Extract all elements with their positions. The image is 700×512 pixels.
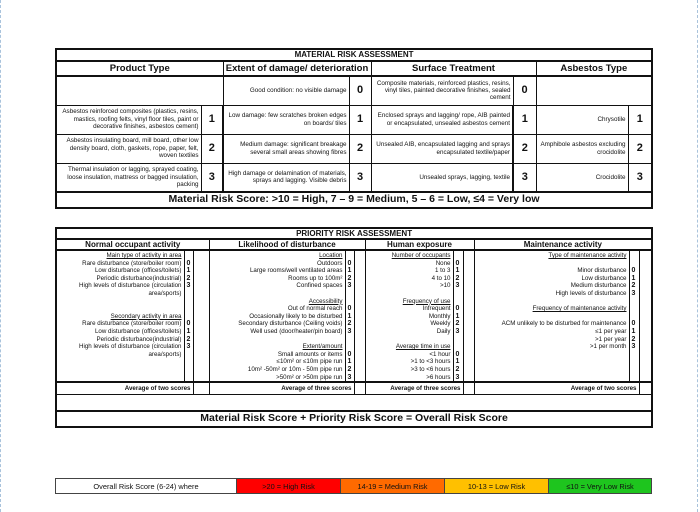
exposure-average-label: Average of three scores bbox=[365, 382, 463, 395]
exposure-option-score: 1 bbox=[455, 358, 460, 366]
likelihood-option-score bbox=[348, 336, 352, 344]
likelihood-option-score: 3 bbox=[347, 282, 352, 290]
exposure-option-score bbox=[456, 252, 461, 260]
surface-cell: Unsealed sprays, lagging, textile bbox=[371, 163, 513, 192]
priority-total-row[interactable] bbox=[56, 395, 652, 412]
maintenance-option-score bbox=[632, 298, 637, 306]
legend-medium-risk: 14-19 = Medium Risk bbox=[341, 479, 445, 494]
legend-label: Overall Risk Score (6-24) where bbox=[56, 479, 237, 494]
occupant-option: Rare disturbance (store/boiler room) bbox=[82, 259, 182, 267]
exposure-option: 4 to 10 bbox=[431, 274, 451, 282]
maintenance-option-score: 1 bbox=[631, 274, 636, 282]
exposure-option-score: 2 bbox=[455, 274, 460, 282]
likelihood-option bbox=[212, 336, 343, 344]
asbestos-cell: Chrysotile bbox=[536, 105, 628, 134]
asbestos-cell: Amphibole asbestos excluding crocidolite bbox=[536, 134, 628, 163]
likelihood-option: ≤10m² or ≤10m pipe run bbox=[276, 358, 343, 366]
asbestos-score: 1 bbox=[628, 105, 652, 134]
exposure-option-score: 0 bbox=[455, 305, 460, 313]
occupant-option-score: 1 bbox=[186, 267, 191, 275]
exposure-option: >10 bbox=[440, 282, 451, 290]
maintenance-option bbox=[477, 298, 627, 306]
occupant-option-score bbox=[187, 290, 191, 298]
likelihood-option-score: 2 bbox=[347, 274, 352, 282]
likelihood-option-score: 1 bbox=[347, 312, 352, 320]
maintenance-option: ≤1 per year bbox=[595, 327, 627, 335]
likelihood-option-score: 3 bbox=[347, 373, 352, 381]
likelihood-option bbox=[212, 290, 343, 298]
occupant-option: High levels of disturbance (circulation bbox=[79, 343, 182, 351]
damage-cell: Good condition: no visible damage bbox=[223, 76, 349, 105]
header-maintenance-activity: Maintenance activity bbox=[474, 239, 652, 250]
likelihood-option-score bbox=[348, 343, 352, 351]
likelihood-option: Out of normal reach bbox=[287, 305, 343, 313]
maintenance-option-score: 0 bbox=[631, 267, 636, 275]
occupant-option-score: 0 bbox=[186, 320, 191, 328]
product-cell: Asbestos insulating board, mill board, other low density board, cloth, gaskets, rope, paper, felt, woven textiles bbox=[56, 134, 201, 163]
maintenance-option: High levels of disturbance bbox=[555, 289, 627, 297]
surface-score: 0 bbox=[513, 76, 536, 105]
legend-very-low-risk: ≤10 = Very Low Risk bbox=[549, 479, 652, 494]
overall-risk-formula: Material Risk Score + Priority Risk Score = Overall Risk Score bbox=[56, 411, 652, 427]
material-row bbox=[56, 76, 652, 105]
occupant-list bbox=[56, 250, 184, 382]
maintenance-total-cell bbox=[639, 250, 652, 382]
maintenance-option-score bbox=[632, 252, 637, 260]
occupant-average-value[interactable] bbox=[193, 382, 209, 395]
exposure-option: Infrequent bbox=[422, 305, 451, 313]
surface-cell: Enclosed sprays and lagging/ rope, AIB painted or encapsulated, unsealed asbestos cement bbox=[371, 105, 513, 134]
surface-score: 1 bbox=[513, 105, 536, 134]
likelihood-average-value[interactable] bbox=[354, 382, 365, 395]
maintenance-average-value[interactable] bbox=[639, 382, 652, 395]
exposure-option: >3 to <6 hours bbox=[410, 365, 451, 373]
likelihood-option: >50m² or >50m pipe run bbox=[276, 373, 343, 381]
priority-title: PRIORITY RISK ASSESSMENT bbox=[56, 228, 652, 239]
occupant-total-cell bbox=[193, 250, 209, 382]
exposure-option-score: 2 bbox=[455, 320, 460, 328]
likelihood-scores bbox=[345, 250, 354, 382]
exposure-option-score: 0 bbox=[455, 350, 460, 358]
occupant-scores bbox=[184, 250, 193, 382]
material-risk-table bbox=[55, 48, 653, 209]
likelihood-option-score: 1 bbox=[347, 358, 352, 366]
surface-score: 2 bbox=[513, 134, 536, 163]
likelihood-option: Outdoors bbox=[317, 259, 343, 267]
header-occupant-activity: Normal occupant activity bbox=[56, 239, 209, 250]
occupant-average-label: Average of two scores bbox=[56, 382, 193, 395]
exposure-subheading: Average time in use bbox=[395, 343, 451, 351]
likelihood-list bbox=[209, 250, 345, 382]
maintenance-option-score bbox=[632, 260, 637, 268]
likelihood-subheading: Extent/amount bbox=[302, 343, 343, 351]
exposure-option: Daily bbox=[436, 327, 451, 335]
priority-risk-table bbox=[55, 227, 653, 428]
exposure-option-score bbox=[456, 298, 461, 306]
maintenance-option-score bbox=[632, 305, 637, 313]
damage-cell: High damage or delamination of materials, sprays and lagging. Visible debris bbox=[223, 163, 349, 192]
likelihood-option-score: 0 bbox=[347, 259, 352, 267]
exposure-subheading: Number of occupants bbox=[391, 252, 451, 259]
exposure-option-score bbox=[456, 336, 461, 344]
header-human-exposure: Human exposure bbox=[365, 239, 474, 250]
exposure-option-score bbox=[456, 290, 461, 298]
likelihood-total-cell bbox=[354, 250, 365, 382]
exposure-option: Weekly bbox=[430, 320, 451, 328]
legend-low-risk: 10-13 = Low Risk bbox=[445, 479, 549, 494]
exposure-option-score bbox=[456, 343, 461, 351]
damage-score: 0 bbox=[349, 76, 371, 105]
maintenance-subheading: Frequency of maintenance activity bbox=[532, 305, 627, 313]
damage-cell: Medium damage: significant breakage several small areas showing fibres bbox=[223, 134, 349, 163]
asbestos-cell bbox=[536, 76, 652, 105]
likelihood-subheading: Accessibility bbox=[308, 297, 343, 305]
maintenance-option-score: 0 bbox=[631, 320, 636, 328]
maintenance-option: >1 per year bbox=[595, 335, 627, 343]
occupant-option: area/sports) bbox=[148, 289, 182, 297]
product-score: 3 bbox=[201, 163, 223, 192]
maintenance-option-score bbox=[632, 313, 637, 321]
overall-risk-legend bbox=[55, 478, 652, 494]
occupant-option: Low disturbance (offices/toilets) bbox=[94, 327, 182, 335]
maintenance-option-score: 1 bbox=[631, 327, 636, 335]
maintenance-option: >1 per month bbox=[589, 343, 627, 351]
likelihood-option-score: 2 bbox=[347, 365, 352, 373]
occupant-option-score: 3 bbox=[186, 282, 191, 290]
likelihood-option-score: 3 bbox=[347, 327, 352, 335]
header-extent-damage: Extent of damage/ deterioration bbox=[223, 61, 371, 76]
maintenance-list bbox=[474, 250, 629, 382]
maintenance-option-score: 3 bbox=[631, 289, 636, 297]
exposure-option-score: 0 bbox=[455, 259, 460, 267]
likelihood-option-score: 0 bbox=[347, 305, 352, 313]
maintenance-option: Medium disturbance bbox=[570, 282, 627, 290]
occupant-option-score bbox=[187, 351, 191, 359]
product-cell: Thermal insulation or lagging, sprayed coating, loose insulation, mattress or bagged insulation, packing bbox=[56, 163, 201, 192]
header-asbestos-type: Asbestos Type bbox=[536, 61, 652, 76]
damage-cell: Low damage: few scratches broken edges on boards/ tiles bbox=[223, 105, 349, 134]
likelihood-option: Secondary disturbance (Ceiling voids) bbox=[238, 320, 343, 328]
likelihood-option-score: 2 bbox=[347, 320, 352, 328]
likelihood-option-score bbox=[348, 252, 352, 260]
exposure-option: 1 to 3 bbox=[435, 267, 451, 275]
exposure-option: <1 hour bbox=[429, 350, 451, 358]
exposure-option: >1 to <3 hours bbox=[410, 358, 451, 366]
exposure-option-score: 1 bbox=[455, 312, 460, 320]
maintenance-option bbox=[477, 260, 627, 268]
surface-cell: Composite materials, reinforced plastics, resins, vinyl tiles, painted decorative finishes, sealed cement bbox=[371, 76, 513, 105]
exposure-total-cell bbox=[463, 250, 474, 382]
asbestos-score: 2 bbox=[628, 134, 652, 163]
occupant-option-score: 3 bbox=[186, 343, 191, 351]
material-title: MATERIAL RISK ASSESSMENT bbox=[56, 49, 652, 61]
occupant-option bbox=[59, 305, 182, 313]
maintenance-option: Minor disturbance bbox=[577, 267, 627, 275]
likelihood-option: 10m² -50m² or 10m - 50m pipe run bbox=[247, 365, 343, 373]
likelihood-option: Rooms up to 100m² bbox=[288, 274, 343, 282]
likelihood-average-label: Average of three scores bbox=[209, 382, 354, 395]
occupant-option-score bbox=[187, 298, 191, 306]
page-margin-left bbox=[0, 0, 1, 512]
likelihood-subheading: Location bbox=[319, 252, 343, 259]
exposure-option: None bbox=[435, 259, 451, 267]
occupant-option-score: 2 bbox=[186, 335, 191, 343]
occupant-option bbox=[59, 298, 182, 306]
damage-score: 2 bbox=[349, 134, 371, 163]
occupant-option-score bbox=[187, 305, 191, 313]
material-row bbox=[56, 134, 652, 163]
occupant-option-score: 0 bbox=[186, 259, 191, 267]
maintenance-option: Low disturbance bbox=[581, 274, 627, 282]
exposure-option-score: 2 bbox=[455, 365, 460, 373]
header-likelihood-disturbance: Likelihood of disturbance bbox=[209, 239, 365, 250]
maintenance-option-score: 2 bbox=[631, 282, 636, 290]
exposure-subheading: Frequency of use bbox=[402, 297, 451, 305]
exposure-scores bbox=[453, 250, 463, 382]
header-surface-treatment: Surface Treatment bbox=[371, 61, 536, 76]
product-cell bbox=[56, 76, 223, 105]
likelihood-option-score bbox=[348, 298, 352, 306]
occupant-option: Rare disturbance (store/boiler room) bbox=[82, 320, 182, 328]
legend-high-risk: >20 = High Risk bbox=[237, 479, 341, 494]
likelihood-option-score: 0 bbox=[347, 350, 352, 358]
occupant-option: Low disturbance (offices/toilets) bbox=[94, 267, 182, 275]
likelihood-option: Large rooms/well ventilated areas bbox=[249, 267, 343, 275]
damage-score: 3 bbox=[349, 163, 371, 192]
likelihood-option-score: 1 bbox=[347, 267, 352, 275]
likelihood-option-score bbox=[348, 290, 352, 298]
exposure-option: >6 hours bbox=[426, 373, 451, 381]
asbestos-score: 3 bbox=[628, 163, 652, 192]
exposure-option-score: 1 bbox=[455, 267, 460, 275]
maintenance-average-label: Average of two scores bbox=[474, 382, 639, 395]
maintenance-option-score: 3 bbox=[631, 343, 636, 351]
occupant-subheading: Secondary activity in area bbox=[110, 312, 182, 320]
surface-score: 3 bbox=[513, 163, 536, 192]
product-cell: Asbestos reinforced composites (plastics, resins, mastics, roofing felts, vinyl floor tiles, paint or decorative finishes, asbestos cement) bbox=[56, 105, 201, 134]
material-risk-score-legend: Material Risk Score: >10 = High, 7 – 9 = Medium, 5 – 6 = Low, ≤4 = Very low bbox=[56, 192, 652, 208]
exposure-option-score: 3 bbox=[455, 327, 460, 335]
product-score: 1 bbox=[201, 105, 223, 134]
maintenance-option-score: 2 bbox=[631, 335, 636, 343]
maintenance-subheading: Type of maintenance activity bbox=[548, 252, 627, 259]
material-row bbox=[56, 163, 652, 192]
exposure-option bbox=[368, 290, 451, 298]
header-product-type: Product Type bbox=[56, 61, 223, 76]
exposure-option-score: 3 bbox=[455, 282, 460, 290]
maintenance-scores bbox=[629, 250, 639, 382]
exposure-average-value[interactable] bbox=[463, 382, 474, 395]
exposure-option bbox=[368, 336, 451, 344]
page-margin-right bbox=[697, 0, 698, 512]
damage-score: 1 bbox=[349, 105, 371, 134]
product-score: 2 bbox=[201, 134, 223, 163]
occupant-option: High levels of disturbance (circulation bbox=[79, 282, 182, 290]
occupant-option-score bbox=[187, 252, 191, 260]
exposure-option: Monthly bbox=[428, 312, 451, 320]
maintenance-option: ACM unlikely to be disturbed for maintenance bbox=[501, 320, 627, 328]
exposure-list bbox=[365, 250, 453, 382]
surface-cell: Unsealed AIB, encapsulated lagging and sprays encapsulated textile/paper bbox=[371, 134, 513, 163]
likelihood-option: Confined spaces bbox=[296, 282, 343, 290]
occupant-option-score: 1 bbox=[186, 327, 191, 335]
occupant-option: area/sports) bbox=[148, 350, 182, 358]
exposure-option-score: 3 bbox=[455, 373, 460, 381]
maintenance-option bbox=[477, 313, 627, 321]
material-row bbox=[56, 105, 652, 134]
occupant-subheading: Main type of activity in area bbox=[106, 252, 182, 259]
likelihood-option: Well used (door/heater/pin board) bbox=[250, 327, 343, 335]
occupant-option-score: 2 bbox=[186, 274, 191, 282]
likelihood-option: Occasionally likely to be disturbed bbox=[249, 312, 343, 320]
likelihood-option: Small amounts or items bbox=[277, 350, 343, 358]
occupant-option: Periodic disturbance(industrial) bbox=[96, 274, 182, 282]
occupant-option: Periodic disturbance(industrial) bbox=[96, 335, 182, 343]
occupant-option-score bbox=[187, 313, 191, 321]
asbestos-cell: Crocidolite bbox=[536, 163, 628, 192]
